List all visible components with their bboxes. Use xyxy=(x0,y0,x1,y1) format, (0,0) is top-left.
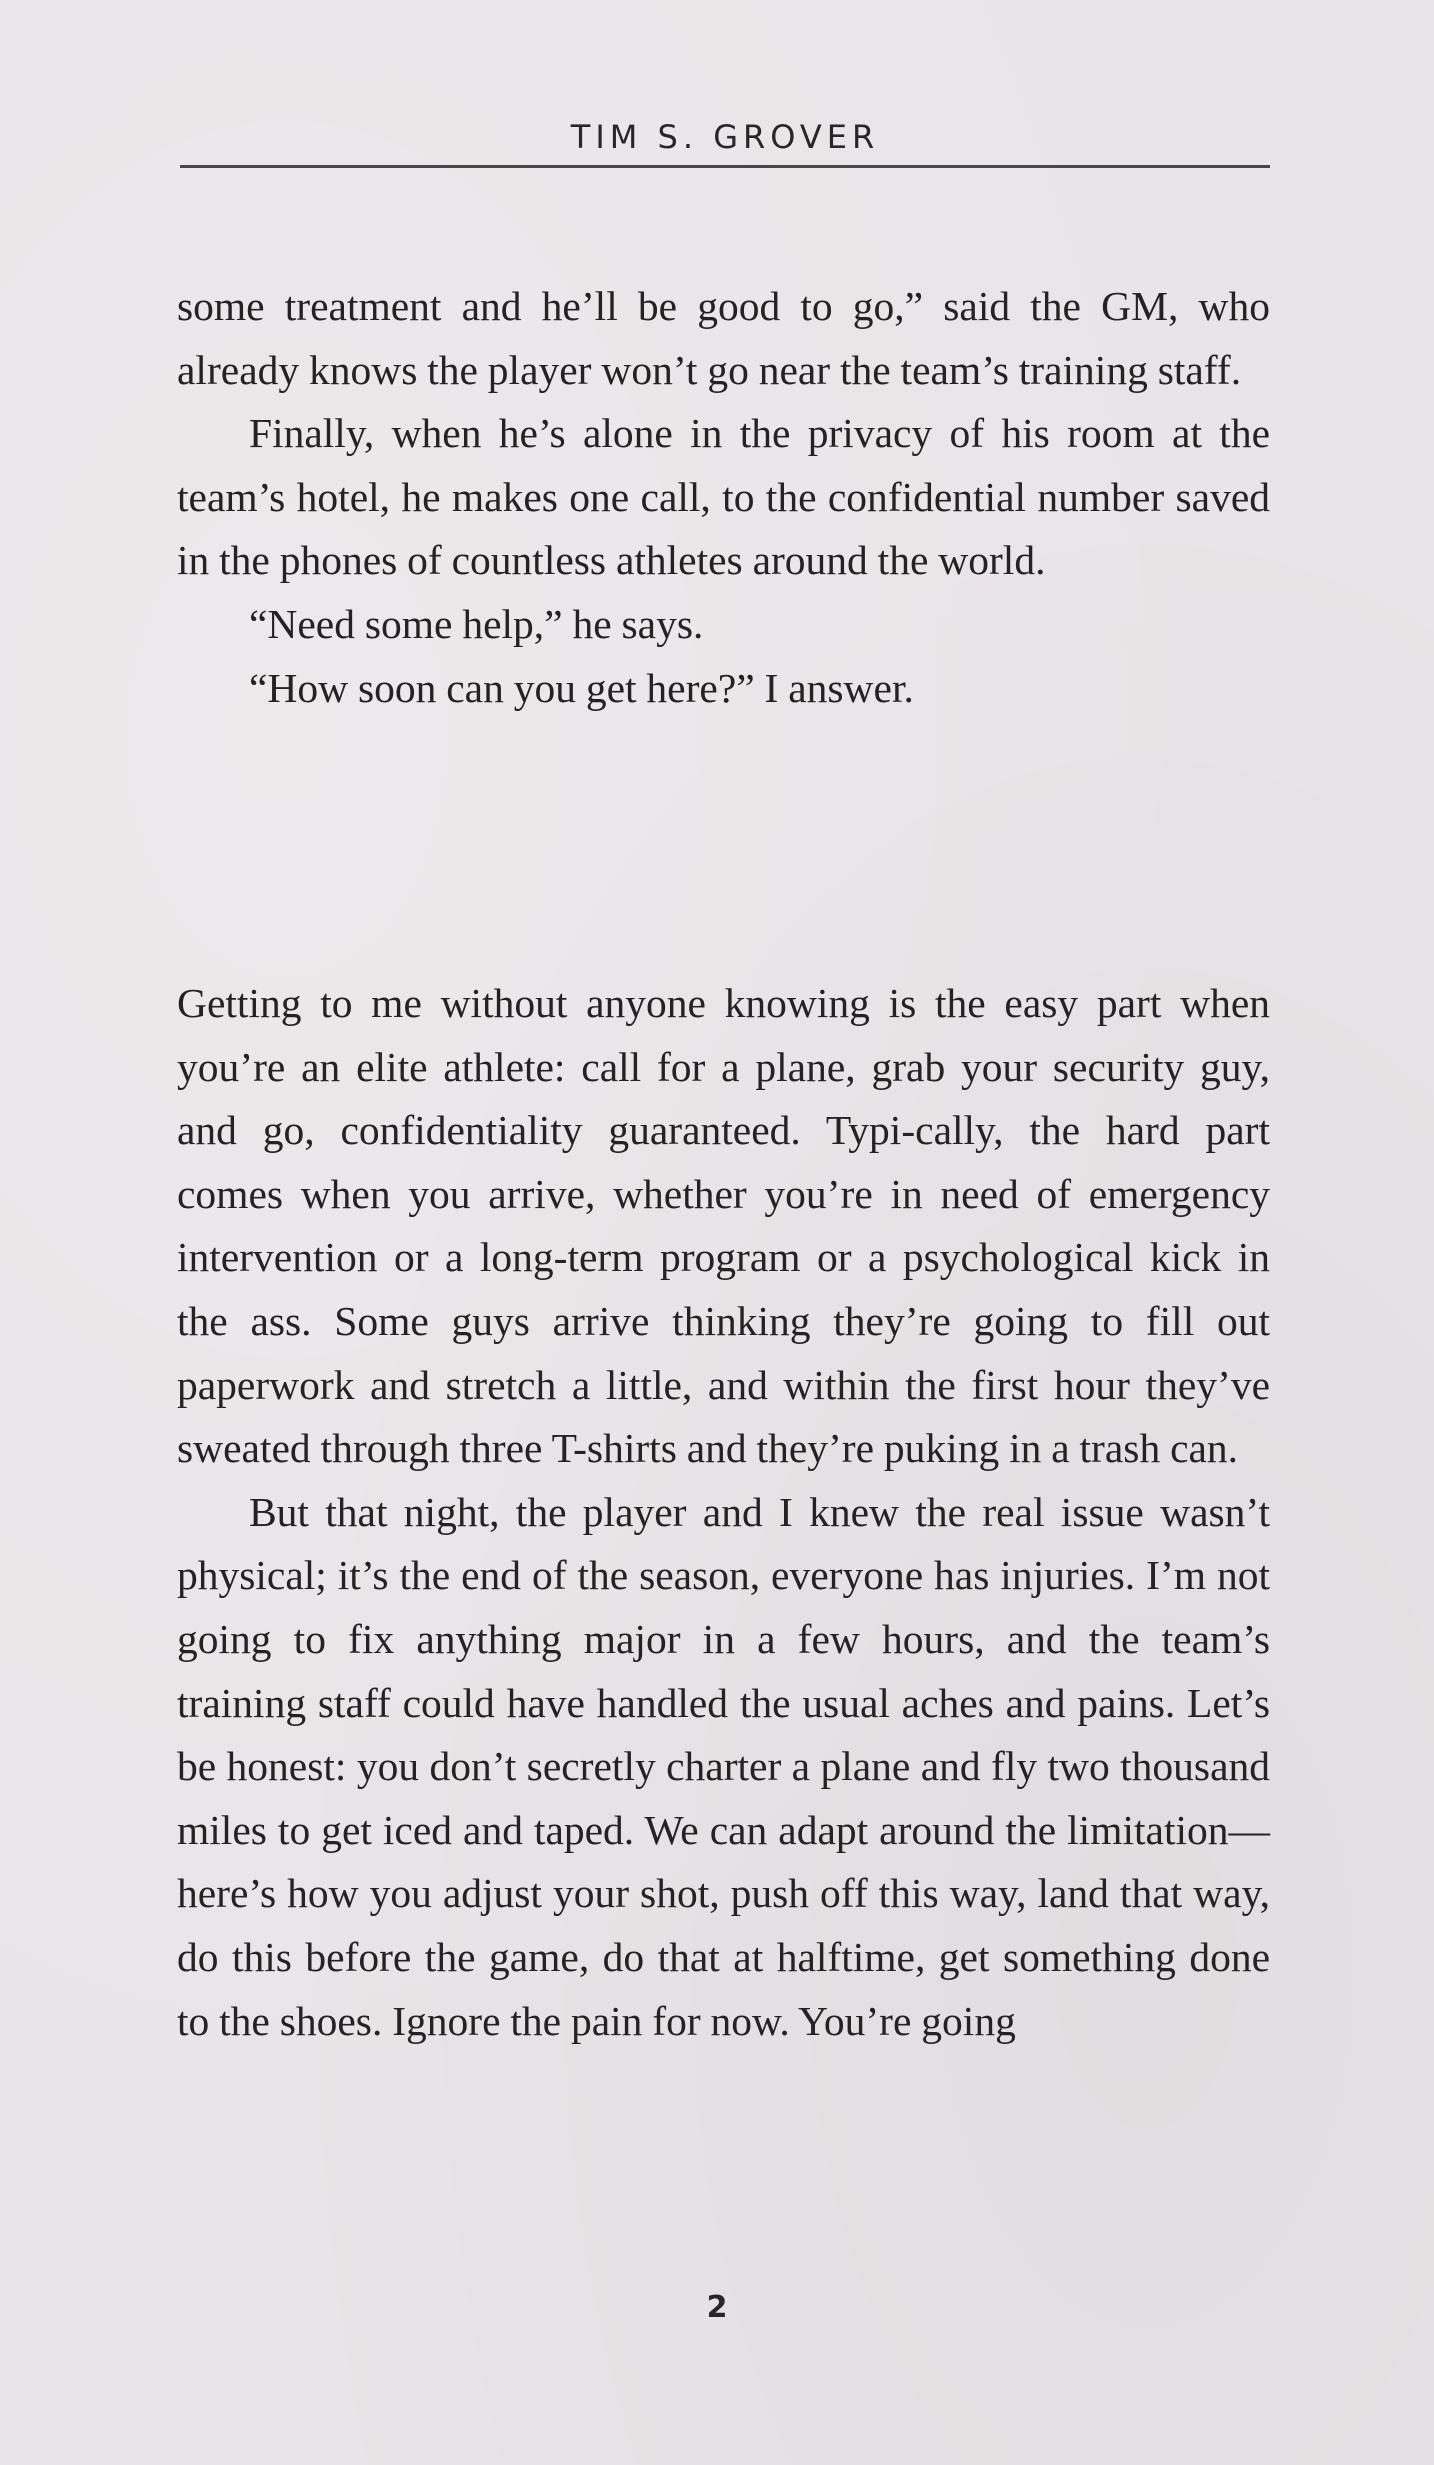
paragraph: “Need some help,” he says. xyxy=(249,600,704,647)
header-rule xyxy=(180,165,1270,168)
text-section-2 xyxy=(177,972,1270,2053)
paragraph: “How soon can you get here?” I answer. xyxy=(249,664,914,711)
running-head: TIM S. GROVER xyxy=(570,118,880,156)
paragraph: some treatment and he’ll be good to go,” said the GM, who already knows the player won’t go near the team’s training staff. xyxy=(177,283,1270,393)
paragraph: But that night, the player and I knew the real issue wasn’t physical; it’s the end of the season, everyone has injuries. I’m not going to fix anything major in a few hours, and the team’s training staff could have handled the usual aches and pains. Let’s be honest: you don’t secretly charter a plane and fly two thousand miles to get iced and taped. We can adapt around the limitation—here’s how you adjust your shot, push off this way, land that way, do this before the game, do that at halftime, get something done to the shoes. Ignore the pain for now. You’re going xyxy=(177,1488,1270,2044)
paragraph: Finally, when he’s alone in the privacy of his room at the team’s hotel, he makes one call, to the confidential number saved in the phones of countless athletes around the world. xyxy=(177,410,1270,584)
page-number: 2 xyxy=(706,2290,728,2325)
paragraph: Getting to me without anyone knowing is the easy part when you’re an elite athlete: call for a plane, grab your security guy, and go, confidentiality guaranteed. Typi-cally, the hard part comes when you arrive, whether you’re in need of emergency intervention or a long-term program or a psychological kick in the ass. Some guys arrive thinking they’re going to fill out paperwork and stretch a little, and within the first hour they’ve sweated through three T-shirts and they’re puking in a trash can. xyxy=(177,980,1270,1472)
text-section-1 xyxy=(177,275,1270,720)
